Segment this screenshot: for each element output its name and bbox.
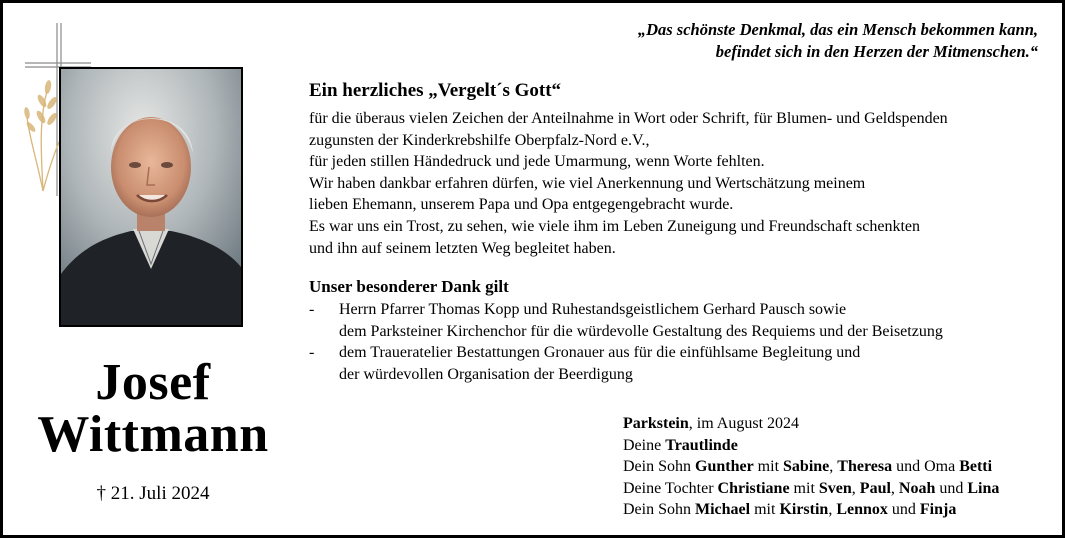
thanks-line: Es war uns ein Trost, zu sehen, wie viele ihm im Leben Zuneigung und Freundschaft schenkten <box>309 217 920 235</box>
family-text: mit <box>750 501 780 519</box>
portrait-photo <box>59 67 243 327</box>
family-name: Finja <box>919 501 957 519</box>
family-text: , <box>829 458 838 476</box>
special-thanks-line: der würdevollen Organisation der Beerdigung <box>339 365 633 383</box>
family-name: Theresa <box>837 458 893 476</box>
family-text: Dein Sohn <box>623 501 695 519</box>
family-name: Betti <box>959 458 993 476</box>
family-name: Sabine <box>783 458 830 476</box>
thanks-line: zugunsten der Kinderkrebshilfe Oberpfalz-Nord e.V., <box>309 131 650 149</box>
family-row <box>623 435 999 457</box>
family-text: mit <box>789 479 819 497</box>
thanks-line: Wir haben dankbar erfahren dürfen, wie viel Anerkennung und Wertschätzung meinem <box>309 174 866 192</box>
family-name: Lennox <box>836 501 888 519</box>
signature-block <box>623 413 999 521</box>
special-thanks-line: Herrn Pfarrer Thomas Kopp und Ruhestandsgeistlichem Gerhard Pausch sowie <box>339 301 847 319</box>
family-text: Dein Sohn <box>623 458 695 476</box>
thanks-line: lieben Ehemann, unserem Papa und Opa entgegengebracht wurde. <box>309 196 734 214</box>
special-thanks-line: dem Parksteiner Kirchenchor für die würdevolle Gestaltung des Requiems und der Beisetzung <box>339 322 943 340</box>
family-text: und <box>887 501 920 519</box>
family-name: Lina <box>967 479 1000 497</box>
family-text: Deine <box>623 436 666 454</box>
thanks-body <box>309 108 1044 259</box>
special-thanks-item <box>309 299 1044 342</box>
special-thanks-item <box>309 342 1044 385</box>
place: Parkstein <box>623 415 689 432</box>
thanks-line: für die überaus vielen Zeichen der Anteilnahme in Wort oder Schrift, für Blumen- und Geldspenden <box>309 110 948 127</box>
family-text: und Oma <box>892 458 960 476</box>
thanks-heading: Ein herzliches „Vergelt´s Gott“ <box>309 80 562 101</box>
family-name: Paul <box>859 479 891 497</box>
family-name: Sven <box>818 479 852 497</box>
family-row <box>623 456 999 478</box>
last-name: Wittmann <box>37 406 269 463</box>
quote-line-1: „Das schönste Denkmal, das ein Mensch bekommen kann, <box>637 20 1038 39</box>
special-thanks-line: dem Traueratelier Bestattungen Gronauer aus für die einfühlsame Begleitung und <box>339 344 861 362</box>
family-text: und <box>935 479 968 497</box>
family-text: , <box>890 479 899 497</box>
first-name: Josef <box>95 354 211 411</box>
family-name: Michael <box>695 501 751 519</box>
list-dash: - <box>309 344 315 362</box>
thanks-line: und ihn auf seinem letzten Weg begleitet haben. <box>309 239 616 257</box>
quote-line-2: befindet sich in den Herzen der Mitmenschen.“ <box>715 42 1038 61</box>
family-name: Noah <box>898 479 936 497</box>
place-date <box>623 413 999 435</box>
family-row <box>623 499 999 521</box>
family-text: mit <box>753 458 784 476</box>
family-text: , <box>851 479 860 497</box>
family-text: , <box>828 501 837 519</box>
special-thanks-heading: Unser besonderer Dank gilt <box>309 277 509 297</box>
family-name: Kirstin <box>779 501 829 519</box>
death-date: † 21. Juli 2024 <box>96 483 210 504</box>
family-name: Christiane <box>717 479 790 497</box>
thanks-section <box>309 79 1044 386</box>
list-dash: - <box>309 301 315 319</box>
date: , im August 2024 <box>688 415 800 432</box>
family-name: Trautlinde <box>665 436 738 454</box>
thanks-line: für jeden stillen Händedruck und jede Umarmung, wenn Worte fehlten. <box>309 153 765 171</box>
family-text: Deine Tochter <box>623 479 718 497</box>
deceased-name <box>13 354 293 463</box>
memorial-quote <box>638 19 1038 63</box>
family-name: Gunther <box>695 458 754 476</box>
family-row <box>623 478 999 500</box>
